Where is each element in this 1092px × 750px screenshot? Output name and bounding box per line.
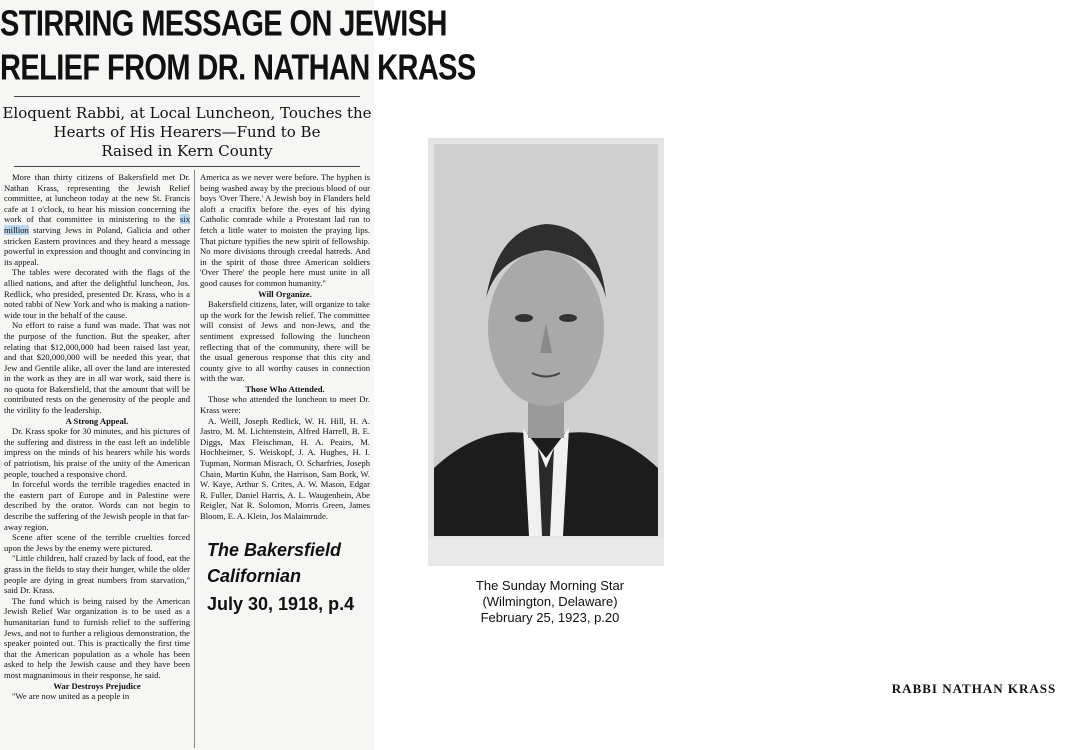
paragraph: No effort to raise a fund was made. That was not the purpose of the function. But the speaker, after relating that $12,000,000 had been raised last year, and that $20,000,000 will be needed this year, that Jew and Gentile alike, all over the land are interested in the work as they are in all war work, said there is no quota for Bakersfield, that the amount that will be contributed rests on the generosity of the people and the virility fo the leadership. [4, 320, 190, 416]
paragraph: Scene after scene of the terrible cruelties forced upon the Jews by the enemy were pictured. [4, 532, 190, 553]
newspaper-clipping [0, 0, 476, 750]
paragraph: Bakersfield citizens, later, will organize to take up the work for the Jewish relief. The committee will consist of Jews and non-Jews, and the sentiment expressed following the luncheon reflecting that of the community, there will be the usual generous response that this city and county give to all worthy causes in connection with the war. [200, 299, 370, 384]
highlighted-text: six million [4, 214, 190, 235]
deck-line-3: Raised in Kern County [101, 142, 273, 160]
portrait-caption: RABBI NATHAN KRASS [891, 681, 1057, 696]
headline-line-2: RELIEF FROM DR. NATHAN KRASS [0, 48, 476, 88]
article-column-right [200, 172, 370, 528]
subheading: War Destroys Prejudice [53, 680, 141, 691]
paragraph: Dr. Krass spoke for 30 minutes, and his pictures of the suffering and distress in the east left an indelible impress on the minds of his hearers while his words of patriotism, his praise of the unity of the American people, touched a responsive chord. [4, 426, 190, 479]
paragraph: The fund which is being raised by the American Jewish Relief War organization is to be used as a humanitarian fund to furnish relief to the suffering Jews, and not to further a religious demonstration, the speaker pointed out. This is practically the first time that the American population as a whole has been asked to help the Jewish cause and they have been most magnanimous in their response, he said. [4, 595, 190, 680]
deck-line-1: Eloquent Rabbi, at Local Luncheon, Touches the [2, 104, 372, 122]
subheading: Will Organize. [258, 288, 312, 299]
paragraph: More than thirty citizens of Bakersfield met Dr. Nathan Krass, representing the Jewish Relief committee, at luncheon today at the new St. Francis cafe at 1 o'clock, to hear his mission concerning the work of that committee in ministering to the six million starving Jews in Poland, Galicia and other stricken Eastern provinces and they heard a message powerful in expression and thought and convincing in its appeal. [4, 172, 190, 267]
source-newspaper-name: The Bakersfield [207, 540, 342, 560]
portrait-source-line-1: The Sunday Morning Star [475, 578, 625, 593]
paragraph: America as we never were before. The hyphen is being washed away by the precious blood of our boys 'Over There.' A Jewish boy in Flanders held aloft a crucifix before the eyes of his dying Catholic comrade while a Protestant lad ran to fetch a little water to moisten the praying lips. That picture typifies the new spirit of fellowship. No more divisions through creedal hatreds. And in the spirit of those three American soldiers 'Over There' the people here must unite in all good causes for common humanity." [200, 172, 370, 288]
portrait-source-line-3: February 25, 1923, p.20 [480, 610, 620, 625]
subheading: Those Who Attended. [245, 383, 325, 394]
deck-line-2: Hearts of His Hearers—Fund to Be [53, 123, 321, 141]
paragraph: "Little children, half crazed by lack of food, eat the grass in the fields to stay their hunger, while the older people are dying in great numbers from starvation," said Dr. Krass. [4, 553, 190, 596]
portrait-photo [428, 138, 664, 538]
source-newspaper-name-2: Californian [207, 566, 302, 586]
portrait-source-line-2: (Wilmington, Delaware) [482, 594, 618, 609]
deck-headline [0, 104, 374, 161]
paragraph: "We are now united as a people in [12, 691, 130, 702]
paragraph: The tables were decorated with the flags of the allied nations, and after the delightful luncheon, Jos. Redlick, who presided, presented Dr. Krass, who is a noted rabbi of New York and who is making a nation-wide tour in the behalf of the cause. [4, 267, 190, 320]
column-divider [194, 170, 195, 748]
headline-rule [14, 96, 360, 97]
deck-rule [14, 166, 360, 167]
subheading: A Strong Appeal. [65, 415, 129, 426]
paragraph: In forceful words the terrible tragedies enacted in the eastern part of Europe and in Palestine were described by the orator. Words can not begin to describe the suffering of the Jewish people in that far-away region. [4, 479, 190, 532]
paragraph: A. Weill, Joseph Redlick, W. H. Hill, H. A. Jastro, M. M. Lichtenstein, Alfred Harrell, B. E. Diggs, Max Fleischman, H. A. Peairs, M. Hochheimer, S. Weiskopf, J. A. Hughes, H. I. Tupman, Norman Misrach, O. Scharfries, Joseph Chain, Martin Kuhn, the Harrison, Sam Bork, W. W. Kaye, Arthur S. Crites, A. W. Mason, Edgar R. Fuller, Daniel Harris, A. L. Waugenhein, Abe Reigler, Nat R. Solomon, Morris Green, James Bloom, E. A. Klein, Jos Malaimrude. [200, 415, 370, 521]
paragraph: Those who attended the luncheon to meet Dr. Krass were: [200, 394, 370, 416]
article-column-left [4, 172, 190, 748]
headline-line-1: STIRRING MESSAGE ON JEWISH [0, 4, 447, 44]
source-date: July 30, 1918, p.4 [207, 594, 355, 614]
